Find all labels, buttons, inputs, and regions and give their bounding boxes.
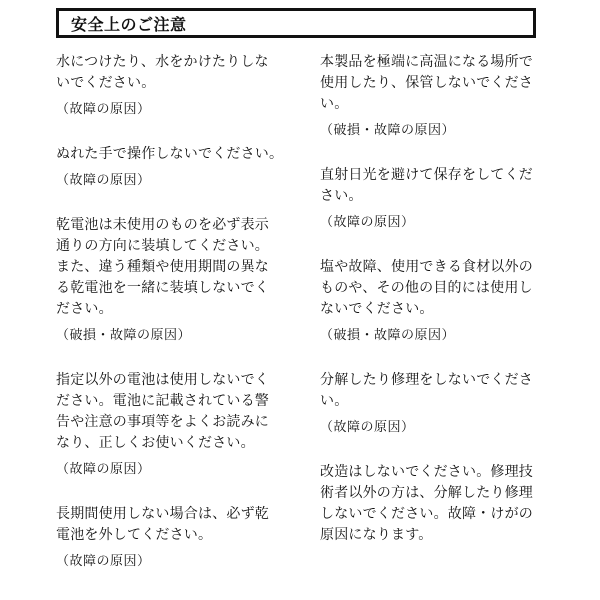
caution-line: 分解したり修理をしないでください。	[320, 372, 533, 409]
caution-note: （故障の原因）	[56, 102, 151, 117]
caution-text	[320, 370, 544, 412]
left-column	[56, 52, 286, 571]
caution-text	[320, 462, 544, 546]
caution-line: 改造はしないでください。修理技	[320, 464, 533, 480]
caution-note: （故障の原因）	[56, 173, 151, 188]
caution-line: また、違う種類や使用期間の異な	[56, 259, 269, 275]
caution-line: いでください。	[56, 75, 156, 91]
caution-item	[56, 144, 286, 190]
caution-text	[320, 52, 544, 115]
page-title: 安全上のご注意	[71, 14, 187, 34]
caution-line: い。	[320, 96, 349, 112]
caution-note: （故障の原因）	[320, 420, 415, 435]
caution-line: 電池を外してください。	[56, 527, 213, 543]
caution-item	[56, 215, 286, 345]
caution-text	[56, 370, 286, 454]
caution-note: （破損・故障の原因）	[320, 123, 456, 138]
caution-item	[320, 370, 544, 437]
caution-line: ださい。電池に記載されている警	[56, 393, 269, 409]
caution-line: 指定以外の電池は使用しないでく	[56, 372, 269, 388]
caution-item	[320, 462, 544, 546]
caution-line: 原因になります。	[320, 527, 433, 543]
caution-line: 直射日光を避けて保存をしてくだ	[320, 167, 533, 183]
caution-line: 使用したり、保管しないでくださ	[320, 75, 533, 91]
caution-line: 告や注意の事項等をよくお読みに	[56, 414, 269, 430]
caution-text	[56, 52, 286, 94]
caution-line: 通りの方向に装填してください。	[56, 238, 269, 254]
caution-line: 術者以外の方は、分解したり修理	[320, 485, 533, 501]
caution-item	[56, 52, 286, 119]
caution-note: （破損・故障の原因）	[56, 328, 192, 343]
caution-line: ぬれた手で操作しないでください。	[56, 146, 284, 162]
caution-line: 本製品を極端に高温になる場所で	[320, 54, 533, 70]
caution-text	[320, 257, 544, 320]
caution-note: （故障の原因）	[56, 554, 151, 569]
caution-line: 塩や故障、使用できる食材以外の	[320, 259, 533, 275]
caution-line: なり、正しくお使いください。	[56, 435, 255, 451]
caution-item	[320, 52, 544, 140]
caution-text	[56, 504, 286, 546]
caution-text	[320, 165, 544, 207]
caution-line: る乾電池を一緒に装填しないでく	[56, 280, 269, 296]
caution-item	[56, 370, 286, 479]
caution-text	[56, 144, 286, 165]
section-title-box	[56, 8, 536, 38]
caution-item	[320, 257, 544, 345]
caution-line: ださい。	[56, 301, 113, 317]
caution-line: ものや、その他の目的には使用し	[320, 280, 533, 296]
caution-line: 水につけたり、水をかけたりしな	[56, 54, 269, 70]
caution-text	[56, 215, 286, 320]
caution-line: しないでください。故障・けがの	[320, 506, 533, 522]
caution-line: さい。	[320, 188, 363, 204]
caution-line: 長期間使用しない場合は、必ず乾	[56, 506, 269, 522]
caution-item	[320, 165, 544, 232]
caution-line: 乾電池は未使用のものを必ず表示	[56, 217, 269, 233]
caution-note: （故障の原因）	[320, 215, 415, 230]
caution-note: （破損・故障の原因）	[320, 328, 456, 343]
caution-item	[56, 504, 286, 571]
caution-note: （故障の原因）	[56, 462, 151, 477]
right-column	[320, 52, 544, 546]
caution-line: ないでください。	[320, 301, 434, 317]
